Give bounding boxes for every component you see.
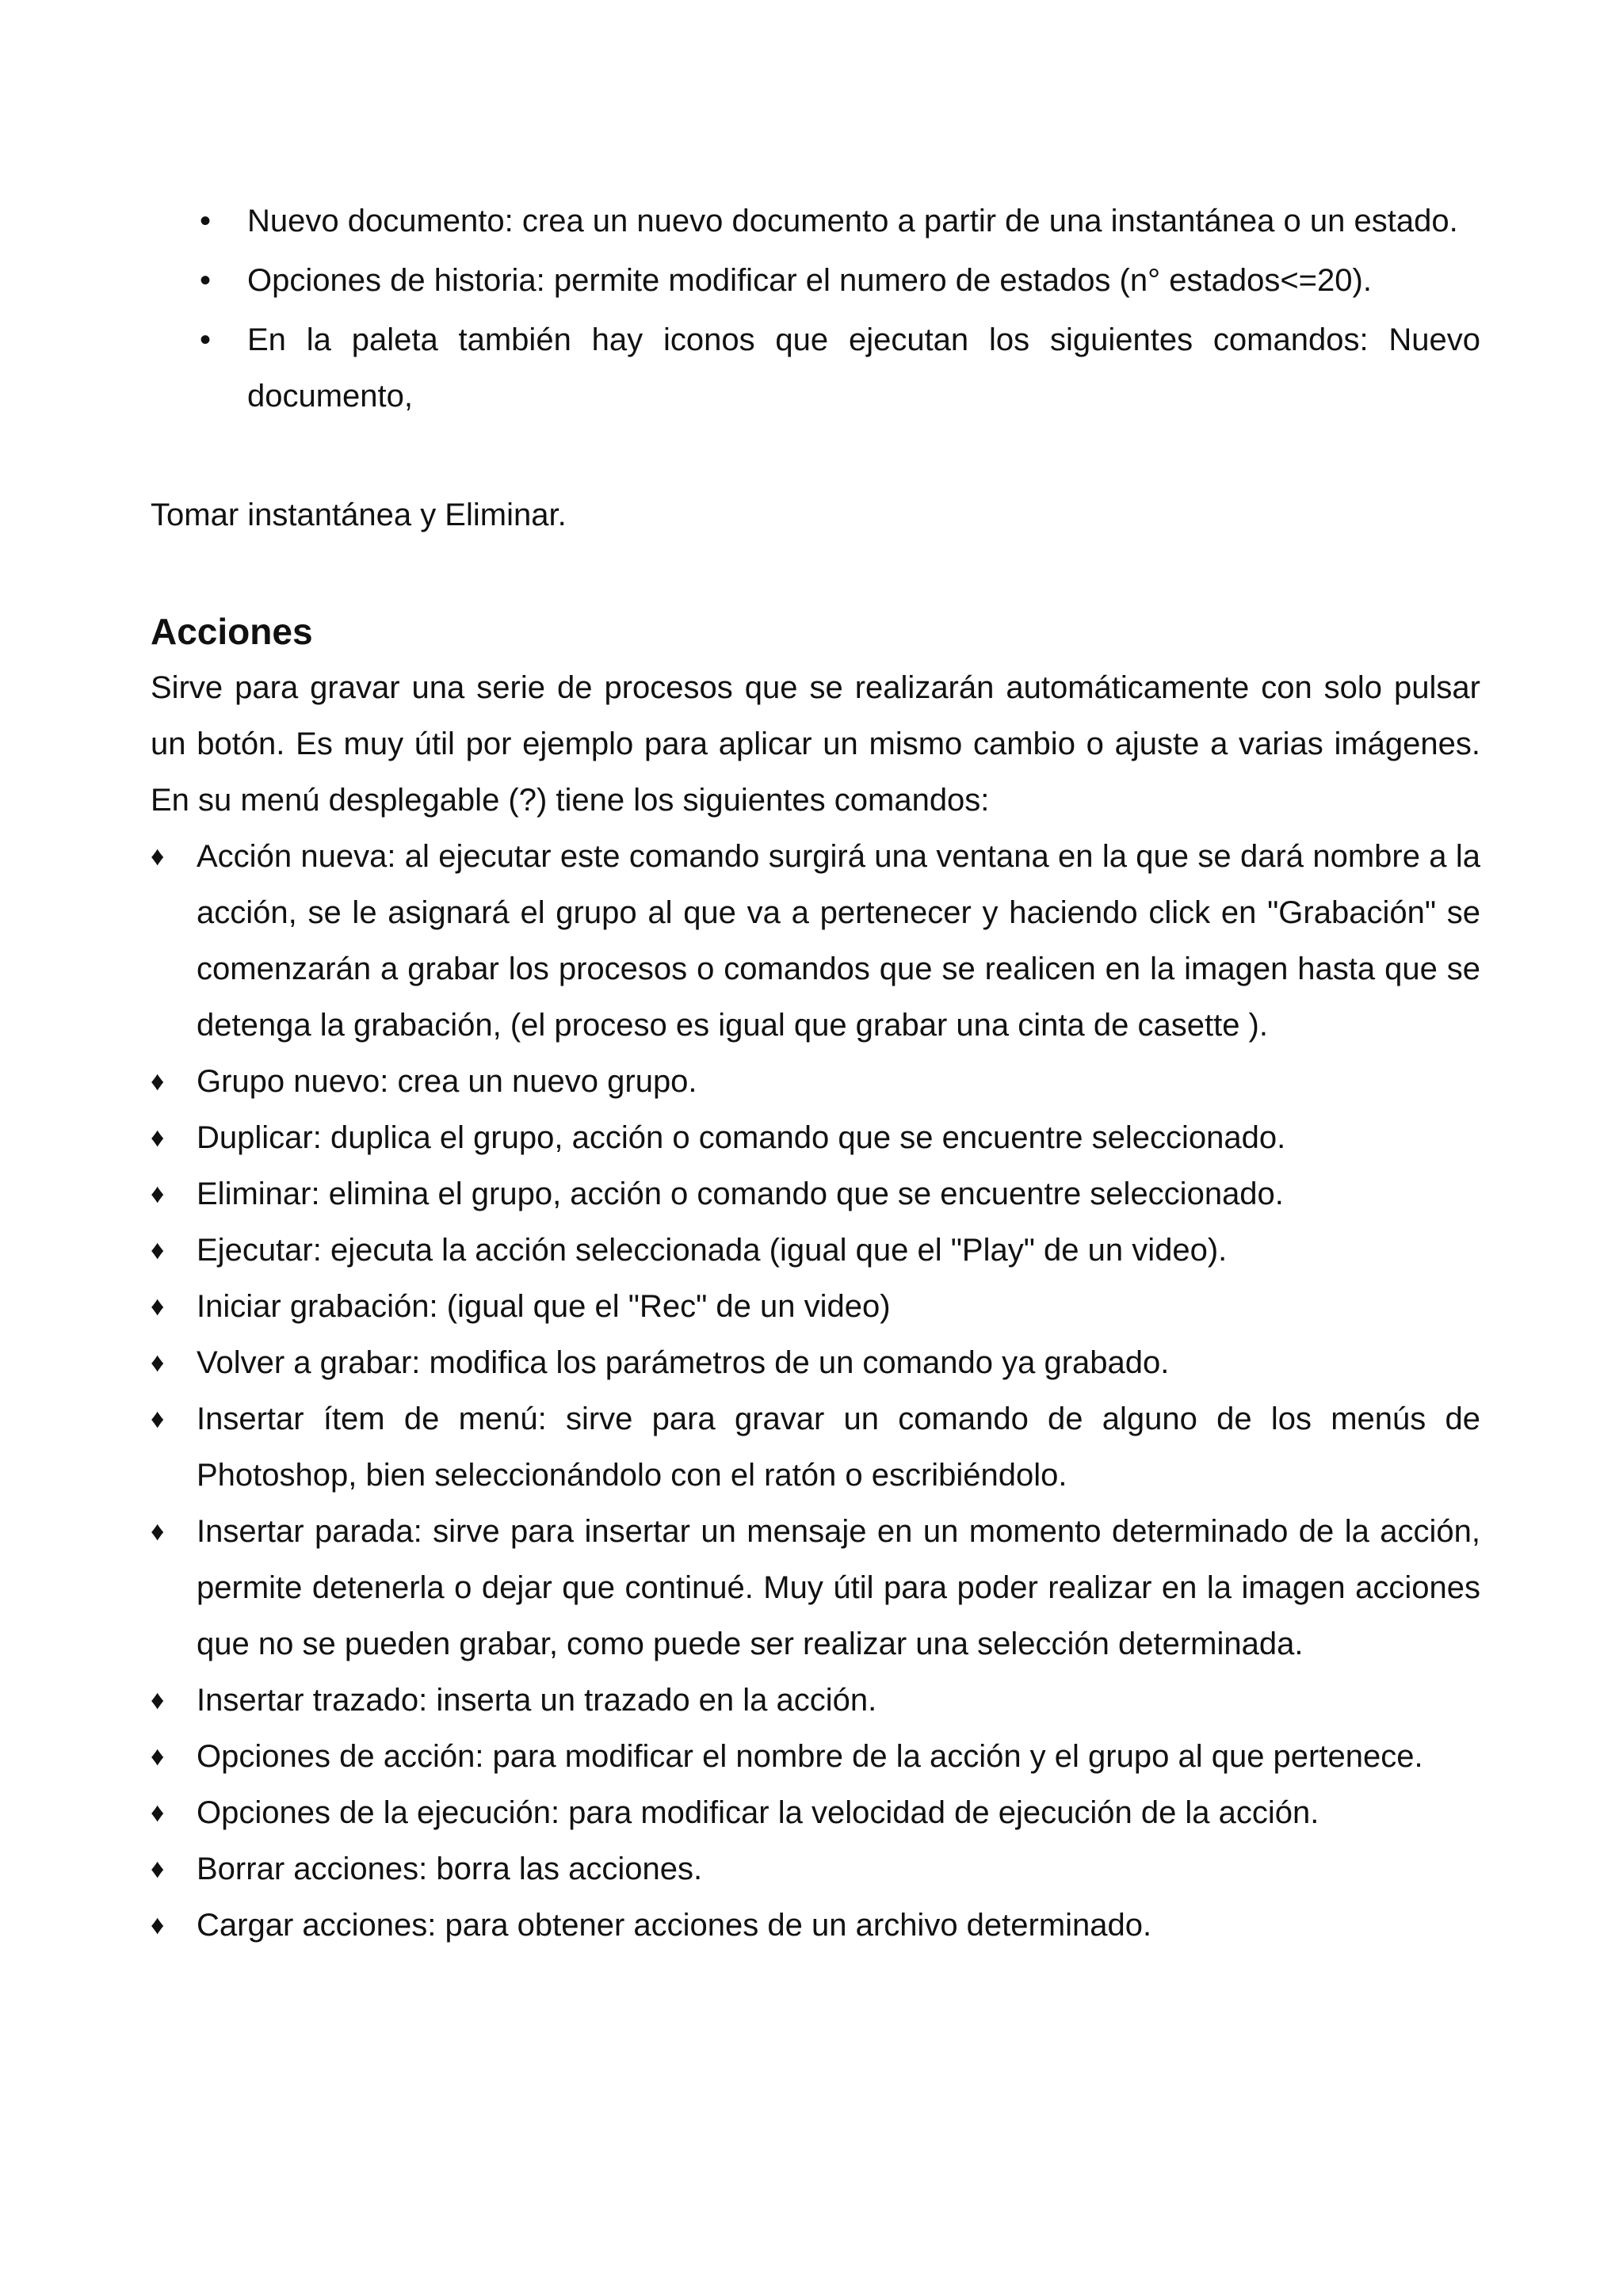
document-page (151, 190, 1480, 1954)
list-item-text: Iniciar grabación: (igual que el "Rec" de un video) (197, 1289, 891, 1324)
list-item (151, 1729, 1480, 1785)
bullet-diamond-icon: ♦ (151, 1123, 165, 1153)
intro-bullet-list (151, 193, 1480, 425)
commands-list (151, 829, 1480, 1954)
section-paragraph: Sirve para gravar una serie de procesos que se realizarán automáticamente con solo pulsar un botón. Es muy útil por ejemplo para aplicar un mismo cambio o ajuste a varias imágenes. En su menú desplegable (?) tiene los siguientes comandos: (151, 670, 1480, 818)
list-item-text: Insertar trazado: inserta un trazado en la acción. (197, 1683, 877, 1718)
list-item-text: Opciones de historia: permite modificar el numero de estados (n° estados<=20). (247, 263, 1372, 298)
list-item-text: Acción nueva: al ejecutar este comando surgirá una ventana en la que se dará nombre a la acción, se le asignará el grupo al que va a pertenecer y haciendo click en "Grabación" se comenzarán a grabar los procesos o comandos que se realicen en la imagen hasta que se detenga la grabación, (el proceso es igual que grabar una cinta de casette ). (197, 839, 1480, 1043)
bullet-diamond-icon: ♦ (151, 1291, 165, 1322)
list-item (151, 1054, 1480, 1110)
list-item (151, 1785, 1480, 1841)
bullet-diamond-icon: ♦ (151, 1854, 165, 1884)
list-item-text: Insertar parada: sirve para insertar un mensaje en un momento determinado de la acción, permite detenerla o dejar que continué. Muy útil para poder realizar en la imagen acciones que no se pueden grabar, como puede ser realizar una selección determinada. (197, 1514, 1480, 1661)
list-item (151, 312, 1480, 425)
list-item-text: Opciones de la ejecución: para modificar la velocidad de ejecución de la acción. (197, 1795, 1319, 1830)
list-item (151, 1897, 1480, 1954)
bullet-diamond-icon: ♦ (151, 1910, 165, 1940)
list-item-text: Duplicar: duplica el grupo, acción o comando que se encuentre seleccionado. (197, 1120, 1286, 1155)
bullet-diamond-icon: ♦ (151, 1179, 165, 1209)
list-item-text: Eliminar: elimina el grupo, acción o comando que se encuentre seleccionado. (197, 1177, 1284, 1211)
bullet-diamond-icon: ♦ (151, 841, 165, 871)
list-item (151, 1335, 1480, 1391)
list-item-text: Volver a grabar: modifica los parámetros de un comando ya grabado. (197, 1345, 1170, 1380)
list-item-text: Insertar ítem de menú: sirve para gravar un comando de alguno de los menús de Photoshop, bien seleccionándolo con el ratón o escribiéndolo. (197, 1402, 1480, 1493)
bullet-diamond-icon: ♦ (151, 1685, 165, 1715)
list-item (151, 1504, 1480, 1672)
list-item-text: Cargar acciones: para obtener acciones de un archivo determinado. (197, 1908, 1152, 1943)
list-item-text: Borrar acciones: borra las acciones. (197, 1852, 703, 1886)
bullet-diamond-icon: ♦ (151, 1348, 165, 1378)
list-item (151, 253, 1480, 309)
bullet-dot-icon: • (200, 204, 212, 238)
list-item (151, 1110, 1480, 1166)
list-item (151, 193, 1480, 250)
section-heading: Acciones (151, 611, 313, 652)
list-item (151, 1391, 1480, 1504)
bullet-diamond-icon: ♦ (151, 1516, 165, 1547)
list-item-text: En la paleta también hay iconos que ejecutan los siguientes comandos: Nuevo documento, (247, 322, 1480, 414)
bullet-diamond-icon: ♦ (151, 1235, 165, 1265)
list-item (151, 1279, 1480, 1335)
bullet-dot-icon: • (200, 322, 212, 357)
bullet-diamond-icon: ♦ (151, 1066, 165, 1097)
bullet-diamond-icon: ♦ (151, 1741, 165, 1772)
bullet-diamond-icon: ♦ (151, 1404, 165, 1434)
list-item (151, 1222, 1480, 1279)
list-item-text: Ejecutar: ejecuta la acción seleccionada (igual que el "Play" de un video). (197, 1233, 1228, 1268)
list-item-text: Opciones de acción: para modificar el nombre de la acción y el grupo al que pertenece. (197, 1739, 1423, 1774)
continuation-text: Tomar instantánea y Eliminar. (151, 498, 567, 532)
list-item (151, 1672, 1480, 1729)
bullet-dot-icon: • (200, 263, 212, 298)
list-item-text: Grupo nuevo: crea un nuevo grupo. (197, 1064, 697, 1099)
list-item-text: Nuevo documento: crea un nuevo documento a partir de una instantánea o un estado. (247, 204, 1458, 238)
list-item (151, 1166, 1480, 1222)
list-item (151, 1841, 1480, 1897)
bullet-diamond-icon: ♦ (151, 1798, 165, 1828)
list-item (151, 829, 1480, 1054)
